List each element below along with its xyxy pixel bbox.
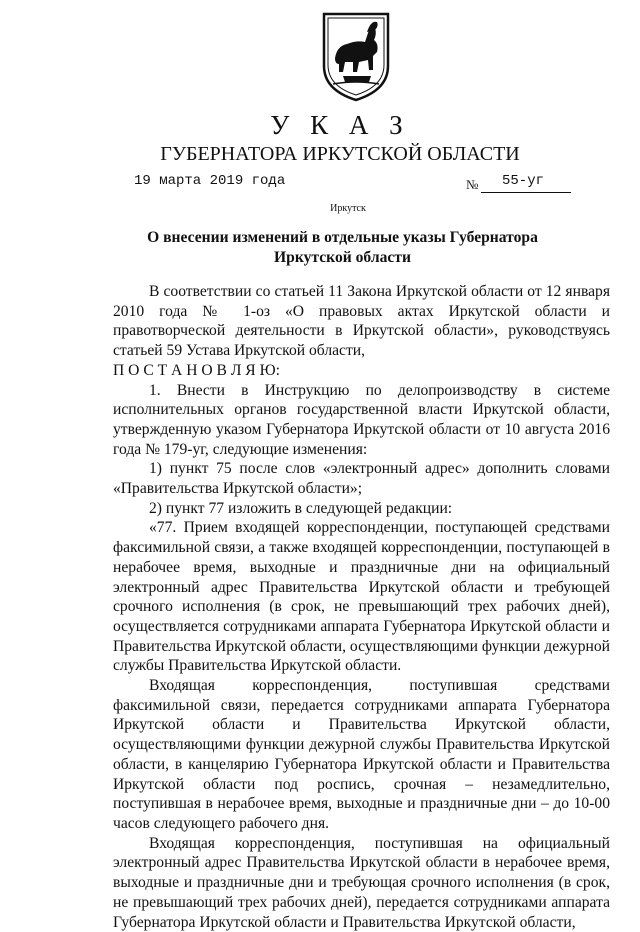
document-number: 55-уг	[502, 173, 545, 189]
paragraph: «77. Прием входящей корреспонденции, поступающей средствами факсимильной связи, а также входящей корреспонденции, поступающей в нерабочее время, выходные и праздничные дни на официальный электронный адрес Правительства Иркутской области и требующей срочного исполнения (в срок, не превышающий трех рабочих дней), осуществляется сотрудниками аппарата Губернатора Иркутской области и Правительства Иркутской области, осуществляющими функции дежурной службы Правительства Иркутской области.	[113, 519, 610, 675]
paragraph: Входящая корреспонденция, поступившая средствами факсимильной связи, передается сотрудниками аппарата Губернатора Иркутской области и Правительства Иркутской области, осуществляющими функции дежурной службы Правительства Иркутской области, в канцелярию Губернатора Иркутской области и Правительства Иркутской области под роспись, срочная – незамедлительно, поступившая в нерабочее время, выходные и праздничные дни – до 10-00 часов следующего рабочего дня.	[113, 677, 610, 832]
paragraph: 2) пункт 77 изложить в следующей редакции:	[149, 499, 453, 517]
document-date: 19 марта 2019 года	[134, 173, 286, 189]
coat-of-arms-emblem	[319, 10, 393, 102]
document-title: У К А З	[270, 110, 410, 140]
number-underline	[481, 192, 571, 193]
irkutsk-coat-of-arms-icon	[319, 10, 393, 102]
document-body	[113, 282, 610, 932]
paragraph: Входящая корреспонденция, поступившая на официальный электронный адрес Правительства Иркутской области в нерабочее время, выходные и праздничные дни и требующая срочного исполнения (в срок, не превышающий трех рабочих дней), передается сотрудниками аппарата Губернатора Иркутской области и Правительства Иркутской области,	[113, 834, 610, 931]
paragraph: 1) пункт 75 после слов «электронный адрес» дополнить словами «Правительства Иркутской области»;	[113, 460, 610, 498]
number-sign: №	[466, 177, 479, 192]
document-subtitle: ГУБЕРНАТОРА ИРКУТСКОЙ ОБЛАСТИ	[160, 143, 520, 165]
decree-word: П О С Т А Н О В Л Я Ю:	[113, 361, 280, 379]
document-heading: О внесении изменений в отдельные указы Губернатора Иркутской области	[147, 229, 538, 266]
city-label: Иркутск	[330, 203, 366, 214]
paragraph: В соответствии со статьей 11 Закона Иркутской области от 12 января 2010 года № 1-оз «О правовых актах Иркутской области и правотворческой деятельности в Иркутской области», руководствуясь статьей 59 Устава Иркутской области,	[113, 283, 610, 360]
paragraph: 1. Внести в Инструкцию по делопроизводству в системе исполнительных органов государственной власти Иркутской области, утвержденную указом Губернатора Иркутской области от 10 августа 2016 года № 179-уг, следующие изменения:	[113, 381, 610, 458]
